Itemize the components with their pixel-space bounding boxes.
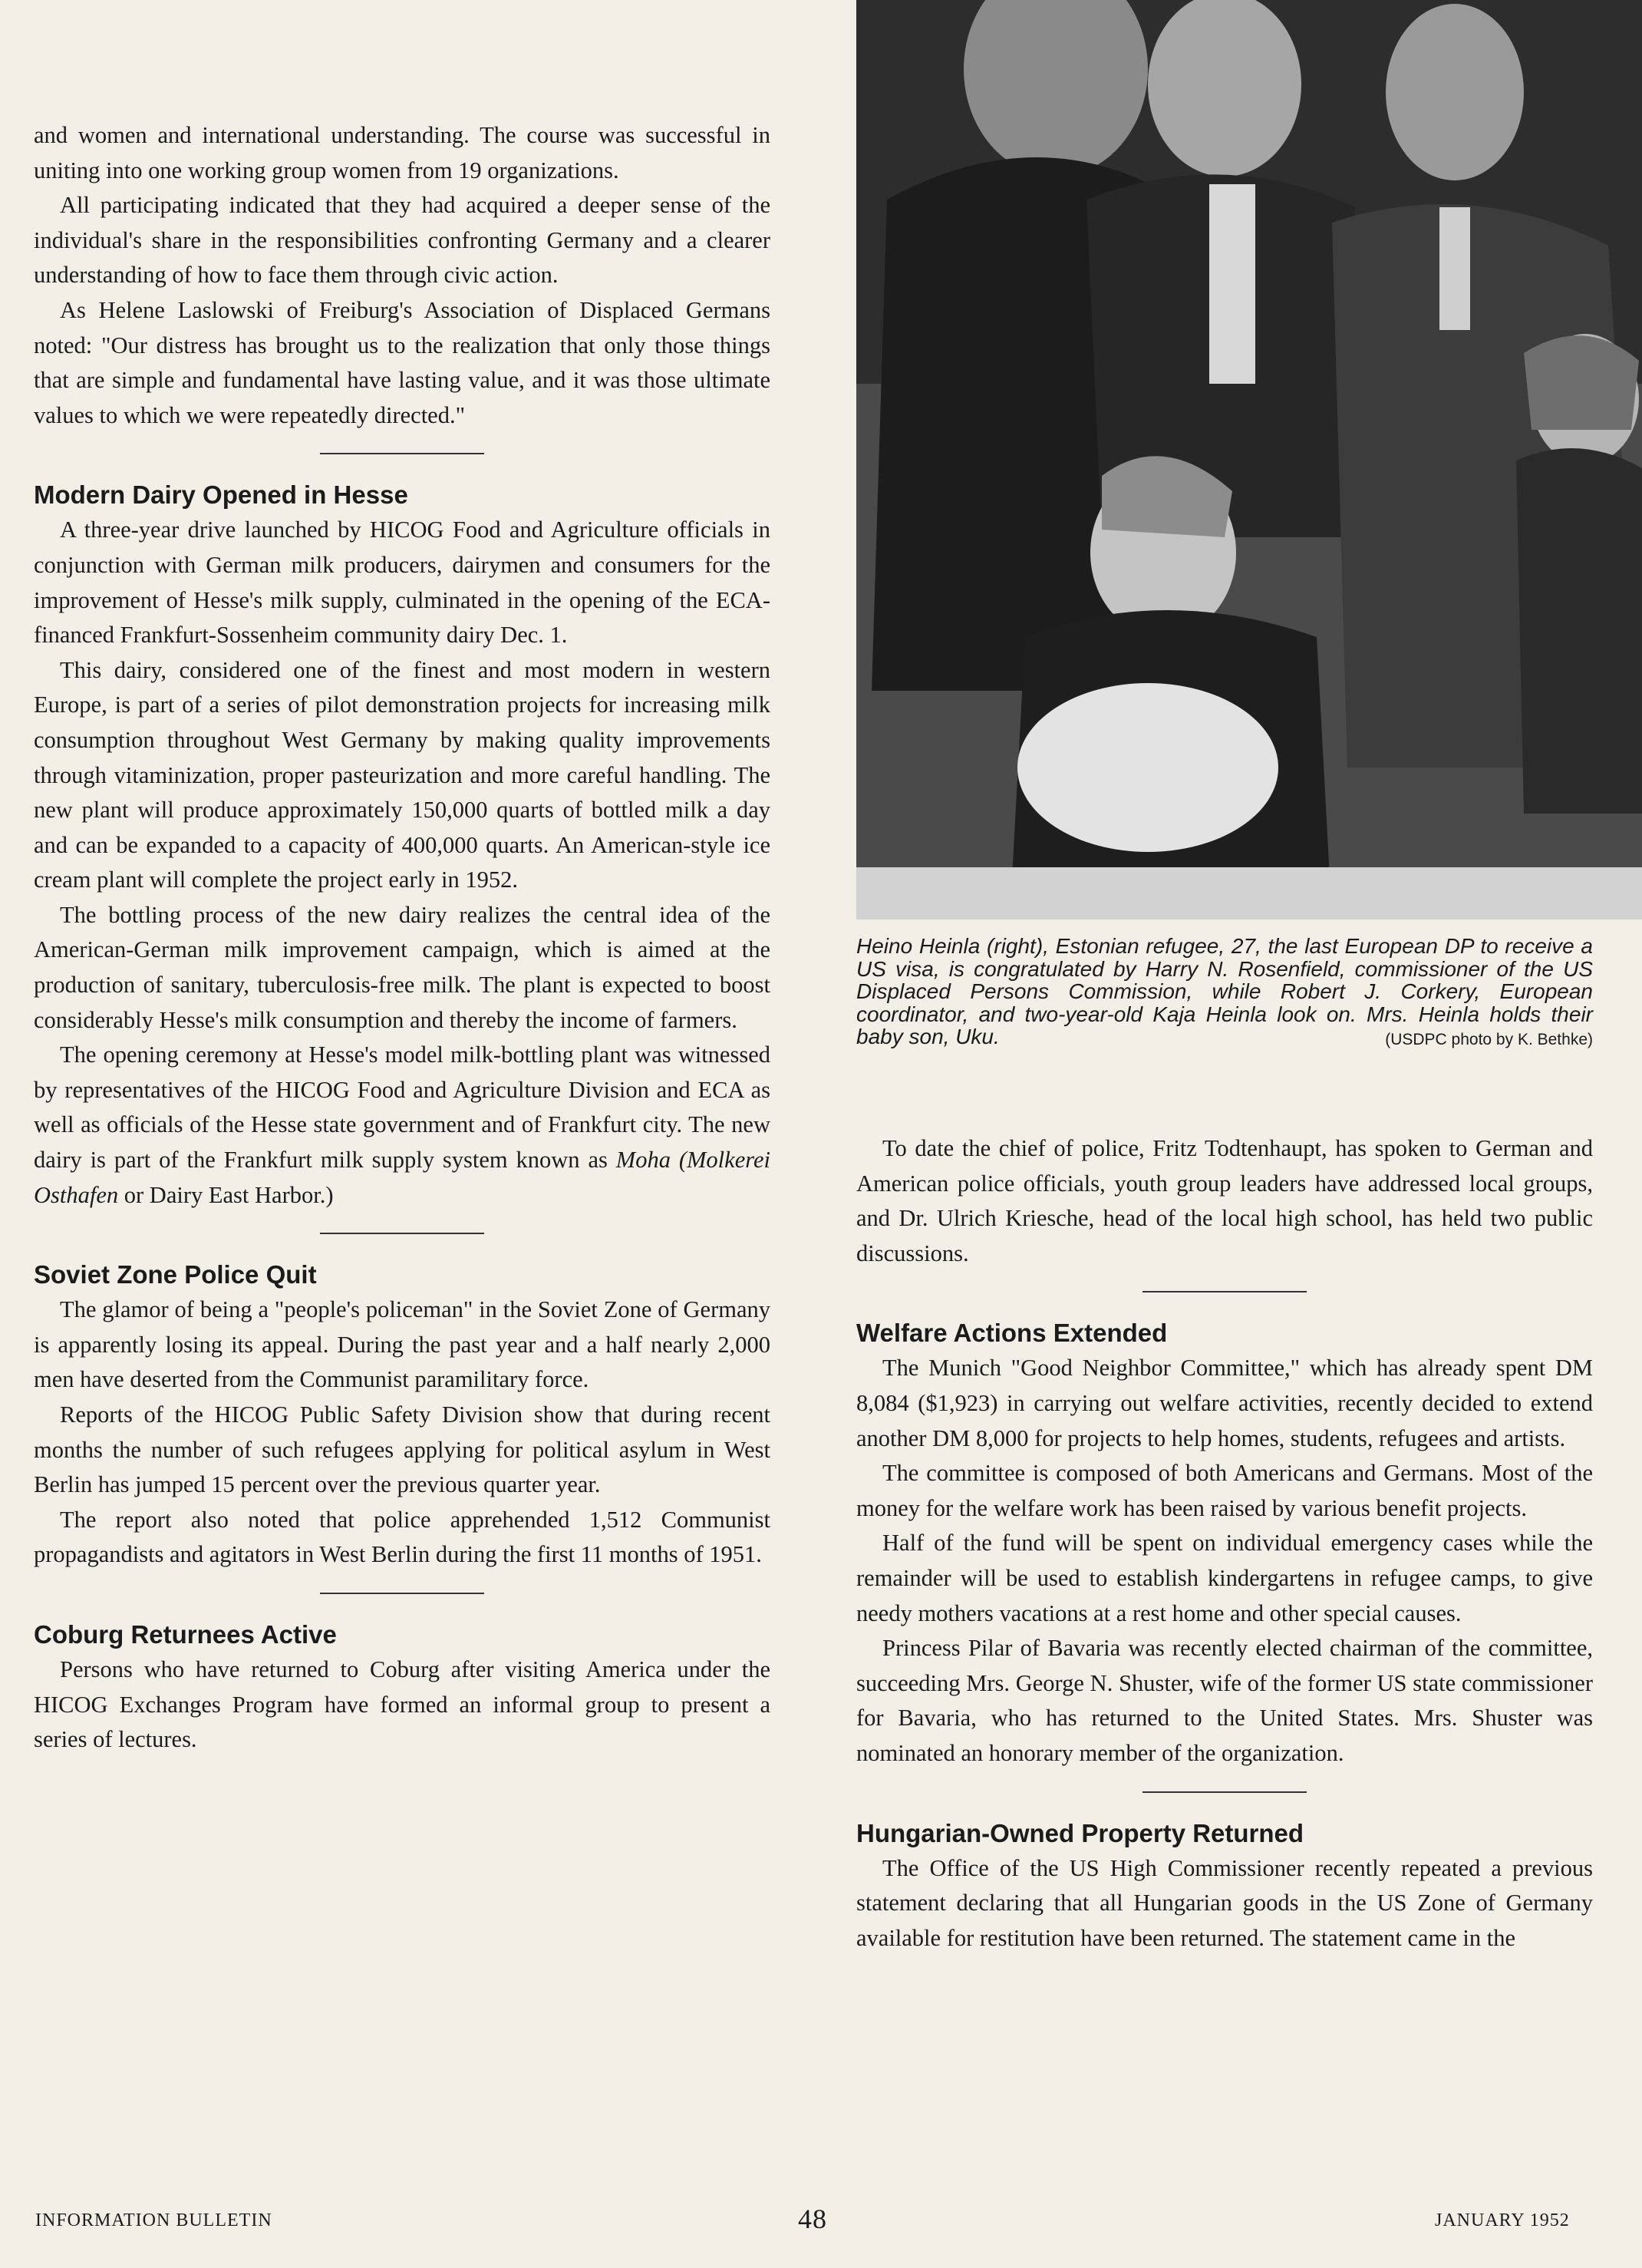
text-run: or Dairy East Harbor.): [118, 1181, 334, 1208]
section-divider: [1142, 1291, 1307, 1292]
headline-hungarian-property: Hungarian-Owned Property Returned: [856, 1818, 1304, 1847]
photo-credit: (USDPC photo by K. Bethke): [1385, 1031, 1593, 1048]
paragraph: The Office of the US High Commissioner recently repeated a previous statement declaring that all Hungarian goods in the US Zone of Germany available for restitution have been returned. The statement came in the: [856, 1854, 1593, 1951]
paragraph: All participating indicated that they had acquired a deeper sense of the individual's share in the responsibilities confronting Germany and a clearer understanding of how to face them through civic action.: [34, 192, 770, 289]
paragraph: The report also noted that police apprehended 1,512 Communist propagandists and agitators in West Berlin during the first 11 months of 1951.: [34, 1506, 770, 1568]
paragraph: The glamor of being a "people's policeman" in the Soviet Zone of Germany is apparently losing its appeal. During the past year and a half nearly 2,000 men have deserted from the Communist paramilitary force.: [34, 1296, 770, 1393]
paragraph: Reports of the HICOG Public Safety Division show that during recent months the number of such refugees applying for political asylum in West Berlin has jumped 15 percent over the previous quarter year.: [34, 1401, 770, 1498]
news-photo: [856, 0, 1642, 919]
caption-text: Heino Heinla (right), Estonian refugee, 27, the last European DP to receive a US visa, is congratulated by Harry N. Rosenfield, commissioner of the US Displaced Persons Commission, while Robert J. Corkery, European coordinator, and two-year-old Kaja Heinla look on. Mrs. Heinla holds their baby son, Uku.: [856, 934, 1593, 1048]
right-column: [856, 1131, 1593, 1956]
paragraph: The Munich "Good Neighbor Committee," which has already spent DM 8,084 ($1,923) in carrying out welfare activities, recently decided to extend another DM 8,000 for projects to help homes, students, refugees and artists.: [856, 1355, 1593, 1451]
text-run: The opening ceremony at Hesse's model milk-bottling plant was witnessed by representatives of the HICOG Food and Agriculture Division and ECA as well as officials of the Hesse state government and of Frankfurt city. The new dairy is part of the Frankfurt milk supply system known as: [34, 1042, 770, 1174]
section-divider: [320, 1593, 484, 1594]
paragraph: Half of the fund will be spent on individual emergency cases while the remainder will be used to establish kindergartens in refugee camps, to give needy mothers vacations at a rest home and other special causes.: [856, 1530, 1593, 1626]
section-divider: [1142, 1791, 1307, 1793]
footer-date: JANUARY 1952: [1435, 2210, 1570, 2230]
headline-coburg-returnees: Coburg Returnees Active: [34, 1619, 337, 1649]
photo-caption: [856, 935, 1593, 1051]
paragraph: Persons who have returned to Coburg after visiting America under the HICOG Exchanges Program have formed an informal group to present a series of lectures.: [34, 1656, 770, 1753]
paragraph: This dairy, considered one of the finest and most modern in western Europe, is part of a series of pilot demonstration projects for increasing milk consumption throughout West Germany by making quality improvements through vitaminization, proper pasteurization and more careful handling. The new plant will produce approximately 150,000 quarts of bottled milk a day and can be expanded to a capacity of 400,000 quarts. An American-style ice cream plant will complete the project early in 1952.: [34, 656, 770, 893]
paragraph: Princess Pilar of Bavaria was recently elected chairman of the committee, succeeding Mrs. George N. Shuster, wife of the former US state commissioner for Bavaria, who has returned to the United States. Mrs. Shuster was nominated an honorary member of the organization.: [856, 1635, 1593, 1766]
left-column: [34, 118, 770, 1758]
section-divider: [320, 453, 484, 454]
paragraph: and women and international understanding. The course was successful in uniting into one working group women from 19 organizations.: [34, 122, 770, 183]
photo-illustration: [856, 0, 1642, 919]
headline-modern-dairy: Modern Dairy Opened in Hesse: [34, 480, 408, 510]
paragraph: A three-year drive launched by HICOG Food and Agriculture officials in conjunction with German milk producers, dairymen and consumers for the improvement of Hesse's milk supply, culminated in the opening of the ECA-financed Frankfurt-Sossenheim community dairy Dec. 1.: [34, 517, 770, 649]
paragraph: As Helene Laslowski of Freiburg's Association of Displaced Germans noted: "Our distress has brought us to the realization that only those things that are simple and fundamental have lasting value, and it was those ultimate values to which we were repeatedly directed.": [34, 296, 770, 428]
paragraph: [34, 1038, 770, 1213]
footer-publication: INFORMATION BULLETIN: [35, 2210, 272, 2230]
paragraph: The bottling process of the new dairy realizes the central idea of the American-German milk improvement campaign, which is aimed at the production of sanitary, tuberculosis-free milk. The plant is expected to boost considerably Hesse's milk consumption and thereby the income of farmers.: [34, 901, 770, 1033]
page-number: 48: [798, 2204, 827, 2234]
section-divider: [320, 1233, 484, 1234]
headline-welfare-actions: Welfare Actions Extended: [856, 1319, 1168, 1348]
paragraph: The committee is composed of both Americans and Germans. Most of the money for the welfare work has been raised by various benefit projects.: [856, 1460, 1593, 1521]
headline-soviet-police: Soviet Zone Police Quit: [34, 1260, 317, 1289]
paragraph: To date the chief of police, Fritz Todtenhaupt, has spoken to German and American police officials, youth group leaders have addressed local groups, and Dr. Ulrich Kriesche, head of the local high school, has held two public discussions.: [856, 1135, 1593, 1266]
italic-text: Moha (Molkerei Osthafen: [34, 1147, 770, 1208]
